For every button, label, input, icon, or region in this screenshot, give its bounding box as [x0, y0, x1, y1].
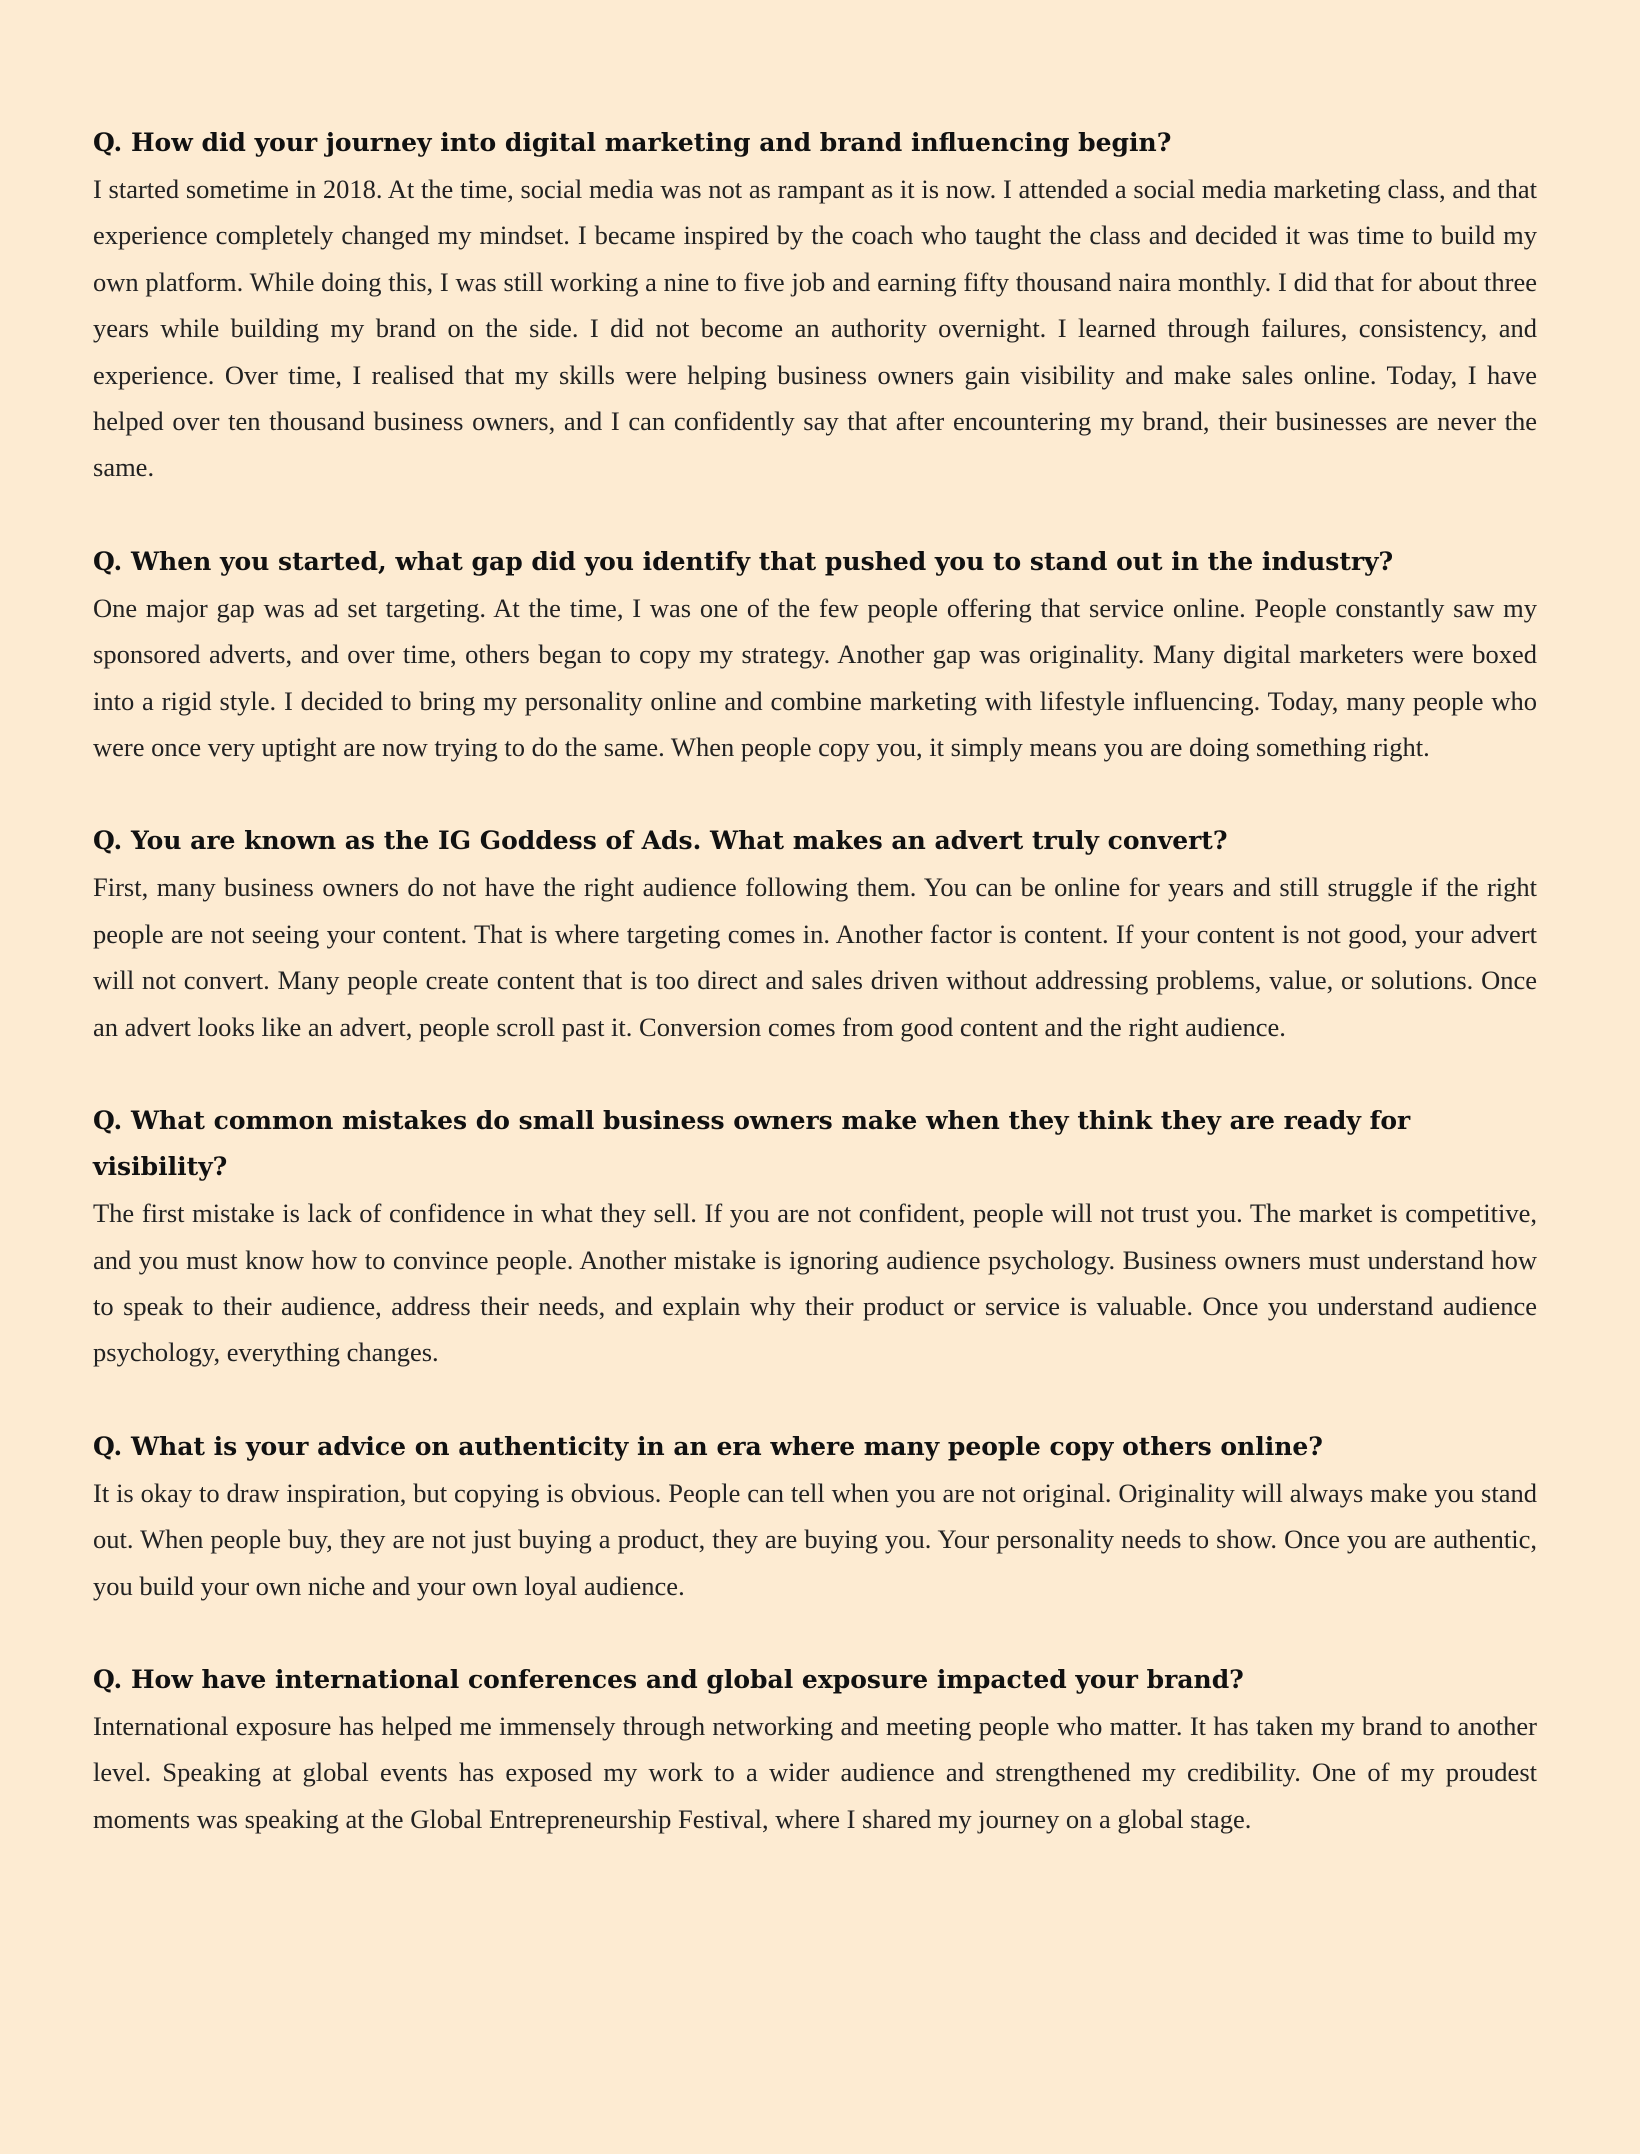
- question-heading: Q. What common mistakes do small business owners make when they think they are ready for visibility?: [93, 1106, 1411, 1182]
- question-heading: Q. How have international conferences and global exposure impacted your brand?: [93, 1664, 1244, 1694]
- question-heading: Q. How did your journey into digital marketing and brand influencing begin?: [93, 128, 1172, 157]
- answer-paragraph: It is okay to draw inspiration, but copying is obvious. People can tell when you are not original. Originality will always make you stand out. When people buy, they are not just buying a product, they are buying you. Your personality needs to show. Once you are authentic, you build your own niche and your own loyal audience.: [93, 1477, 1537, 1601]
- answer-paragraph: The first mistake is lack of confidence in what they sell. If you are not confident, people will not trust you. The market is competitive, and you must know how to convince people. Another mistake is ignoring audience psychology. Business owners must understand how to speak to their audience, address their needs, and explain why their product or service is valuable. Once you understand audience psychology, everything changes.: [93, 1198, 1537, 1368]
- question-heading: Q. When you started, what gap did you identify that pushed you to stand out in the industry?: [93, 546, 1394, 576]
- qa-block-2: [93, 539, 1537, 771]
- qa-block-1: [93, 120, 1537, 491]
- qa-block-3: [93, 818, 1537, 1050]
- qa-block-4: [93, 1098, 1537, 1376]
- qa-block-5: [93, 1424, 1537, 1609]
- qa-block-6: [93, 1657, 1537, 1842]
- answer-paragraph: One major gap was ad set targeting. At the time, I was one of the few people offering that service online. People constantly saw my sponsored adverts, and over time, others began to copy my strategy. Another gap was originality. Many digital marketers were boxed into a rigid style. I decided to bring my personality online and combine marketing with lifestyle influencing. Today, many people who were once very uptight are now trying to do the same. When people copy you, it simply means you are doing something right.: [93, 592, 1537, 763]
- answer-paragraph: First, many business owners do not have the right audience following them. You can be online for years and still struggle if the right people are not seeing your content. That is where targeting comes in. Another factor is content. If your content is not good, your advert will not convert. Many people create content that is too direct and sales driven without addressing problems, value, or solutions. Once an advert looks like an advert, people scroll past it. Conversion comes from good content and the right audience.: [93, 872, 1537, 1042]
- answer-paragraph: I started sometime in 2018. At the time, social media was not as rampant as it is now. I attended a social media marketing class, and that experience completely changed my mindset. I became inspired by the coach who taught the class and decided it was time to build my own platform. While doing this, I was still working a nine to five job and earning fifty thousand naira monthly. I did that for about three years while building my brand on the side. I did not become an authority overnight. I learned through failures, consistency, and experience. Over time, I realised that my skills were helping business owners gain visibility and make sales online. Today, I have helped over ten thousand business owners, and I can confidently say that after encountering my brand, their businesses are never the same.: [93, 174, 1537, 483]
- question-heading: Q. You are known as the IG Goddess of Ads. What makes an advert truly convert?: [93, 826, 1228, 856]
- answer-paragraph: International exposure has helped me immensely through networking and meeting people who matter. It has taken my brand to another level. Speaking at global events has exposed my work to a wider audience and strengthened my credibility. One of my proudest moments was speaking at the Global Entrepreneurship Festival, where I shared my journey on a global stage.: [93, 1710, 1537, 1834]
- question-heading: Q. What is your advice on authenticity in an era where many people copy others online?: [93, 1431, 1323, 1461]
